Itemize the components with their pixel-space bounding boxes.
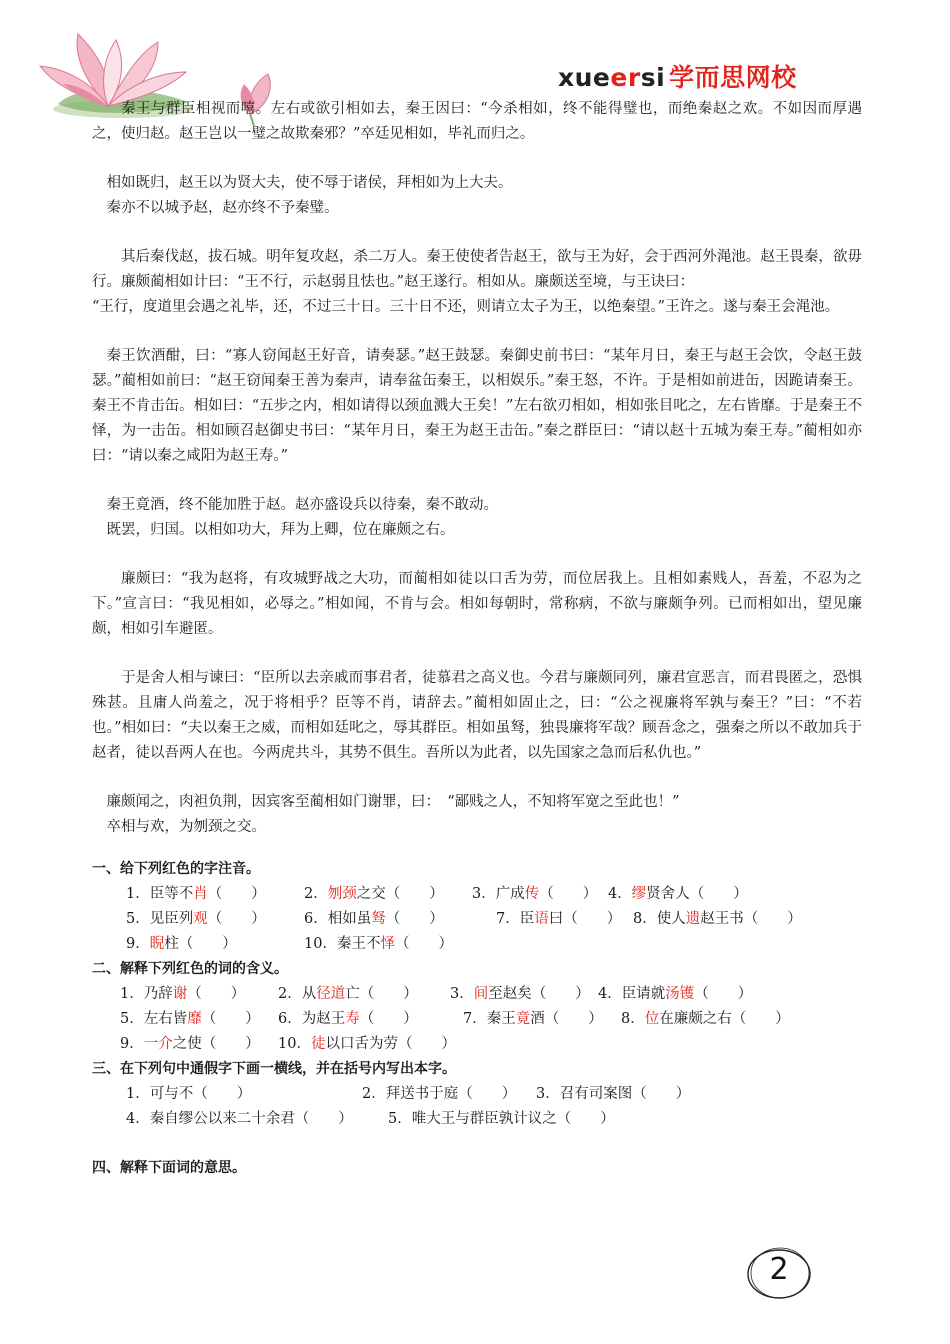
passage-paragraph: “王行，度道里会遇之礼毕，还，不过三十日。三十日不还，则请立太子为王，以绝秦望。”王许之。遂与秦王会渑池。 <box>92 299 840 315</box>
question-item: 2．从径道亡（ ） <box>278 986 418 1002</box>
question-3-row <box>92 1082 862 1107</box>
question-item: 9．睨柱（ ） <box>126 936 237 952</box>
question-item: 7．秦王竟酒（ ） <box>463 1011 603 1027</box>
question-2-row <box>92 1007 862 1032</box>
passage-paragraph: 既罢，归国。以相如功大，拜为上卿，位在廉颇之右。 <box>106 522 455 538</box>
passage-paragraph: 秦亦不以城予赵，赵亦终不予秦璧。 <box>106 200 339 216</box>
question-item: 1．乃辞谢（ ） <box>120 986 246 1002</box>
passage-paragraph: 秦王饮酒酣，曰：“寡人窃闻赵王好音，请奏瑟。”赵王鼓瑟。秦御史前书曰：“某年月日，秦王与赵王会饮，令赵王鼓瑟。”蔺相如前曰：“赵王窃闻秦王善为秦声，请奉盆缶秦王，以相娱乐。”秦王怒，不许。于是相如前进缶，因跪请秦王。秦王不肯击缶。相如曰：“五步之内，相如请得以颈血溅大王矣！”左右欲刃相如，相如张目叱之，左右皆靡。于是秦王不怿，为一击缶。相如顾召赵御史书曰：“某年月日，秦王为赵王击缶。”秦之群臣曰：“请以赵十五城为秦王寿。”蔺相如亦曰：“请以秦之咸阳为赵王寿。” <box>92 348 862 464</box>
passage-paragraph: 秦王竟酒，终不能加胜于赵。赵亦盛设兵以待秦，秦不敢动。 <box>106 497 498 513</box>
question-item: 4．缪贤舍人（ ） <box>608 886 748 902</box>
question-item: 10．秦王不怿（ ） <box>304 936 453 952</box>
question-item: 8．使人遗赵王书（ ） <box>633 911 802 927</box>
question-item: 3．间至赵矣（ ） <box>450 986 590 1002</box>
question-item: 5．见臣列观（ ） <box>126 911 266 927</box>
question-item: 9．一介之使（ ） <box>120 1036 260 1052</box>
page-number: 2 <box>769 1252 789 1287</box>
question-4-title: 四、解释下面词的意思。 <box>92 1160 246 1176</box>
question-item: 7．臣语曰（ ） <box>496 911 622 927</box>
question-item: 3．广成传（ ） <box>472 886 598 902</box>
question-item: 4．秦自缪公以来二十余君（ ） <box>126 1111 353 1127</box>
question-item: 10．徒以口舌为劳（ ） <box>278 1036 456 1052</box>
question-item: 1．可与不（ ） <box>126 1086 252 1102</box>
question-3-title: 三、在下列句中通假字下画一横线，并在括号内写出本字。 <box>92 1061 456 1077</box>
question-item: 2．拜送书于庭（ ） <box>362 1086 517 1102</box>
question-1-row <box>92 932 862 957</box>
question-2-row <box>92 1032 862 1057</box>
question-item: 8．位在廉颇之右（ ） <box>621 1011 790 1027</box>
question-item: 2．刎颈之交（ ） <box>304 886 444 902</box>
passage-paragraph: 卒相与欢，为刎颈之交。 <box>106 819 266 835</box>
question-item: 3．召有司案图（ ） <box>536 1086 691 1102</box>
document-body <box>92 97 862 1181</box>
question-item: 1．臣等不肖（ ） <box>126 886 266 902</box>
question-3-row <box>92 1107 862 1132</box>
question-item: 5．左右皆靡（ ） <box>120 1011 260 1027</box>
passage-paragraph: 相如既归，赵王以为贤大夫，使不辱于诸侯，拜相如为上大夫。 <box>106 175 513 191</box>
question-1-title: 一、给下列红色的字注音。 <box>92 861 260 877</box>
question-1-row <box>92 907 862 932</box>
question-item: 5．唯大王与群臣孰计议之（ ） <box>388 1111 615 1127</box>
passage-paragraph: 其后秦伐赵，拔石城。明年复攻赵，杀二万人。秦王使使者告赵王，欲与王为好，会于西河外渑池。赵王畏秦，欲毋行。廉颇蔺相如计曰：“王不行，示赵弱且怯也。”赵王遂行。相如从。廉颇送至境，与王诀曰： <box>92 249 862 290</box>
passage-paragraph: 廉颇闻之，肉袒负荆，因宾客至蔺相如门谢罪，曰： “鄙贱之人，不知将军宽之至此也！” <box>106 794 680 810</box>
passage-paragraph: 于是舍人相与谏曰：“臣所以去亲戚而事君者，徒慕君之高义也。今君与廉颇同列，廉君宣恶言，而君畏匿之，恐惧殊甚。且庸人尚羞之，况于将相乎？臣等不肖，请辞去。”蔺相如固止之，曰：“公之视廉将军孰与秦王？”曰：“不若也。”相如曰：“夫以秦王之威，而相如廷叱之，辱其群臣。相如虽驽，独畏廉将军哉？顾吾念之，强秦之所以不敢加兵于赵者，徒以吾两人在也。今两虎共斗，其势不俱生。吾所以为此者，以先国家之急而后私仇也。” <box>92 670 862 761</box>
question-item: 6．为赵王寿（ ） <box>278 1011 418 1027</box>
brand-logo: xueersi 学而思网校 <box>558 63 797 92</box>
question-1-row <box>92 882 862 907</box>
question-2-row <box>92 982 862 1007</box>
question-item: 6．相如虽驽（ ） <box>304 911 444 927</box>
passage-paragraph: 秦王与群臣相视而嘻。左右或欲引相如去，秦王因曰：“今杀相如，终不能得璧也，而绝秦赵之欢。不如因而厚遇之，使归赵。赵王岂以一璧之故欺秦邪？”卒廷见相如，毕礼而归之。 <box>92 101 862 142</box>
question-2-title: 二、解释下列红色的词的含义。 <box>92 961 288 977</box>
passage-paragraph: 廉颇曰：“我为赵将，有攻城野战之大功，而蔺相如徒以口舌为劳，而位居我上。且相如素贱人，吾羞，不忍为之下。”宣言曰：“我见相如，必辱之。”相如闻，不肯与会。相如每朝时，常称病，不欲与廉颇争列。已而相如出，望见廉颇，相如引车避匿。 <box>92 571 862 637</box>
question-item: 4．臣请就汤镬（ ） <box>598 986 753 1002</box>
